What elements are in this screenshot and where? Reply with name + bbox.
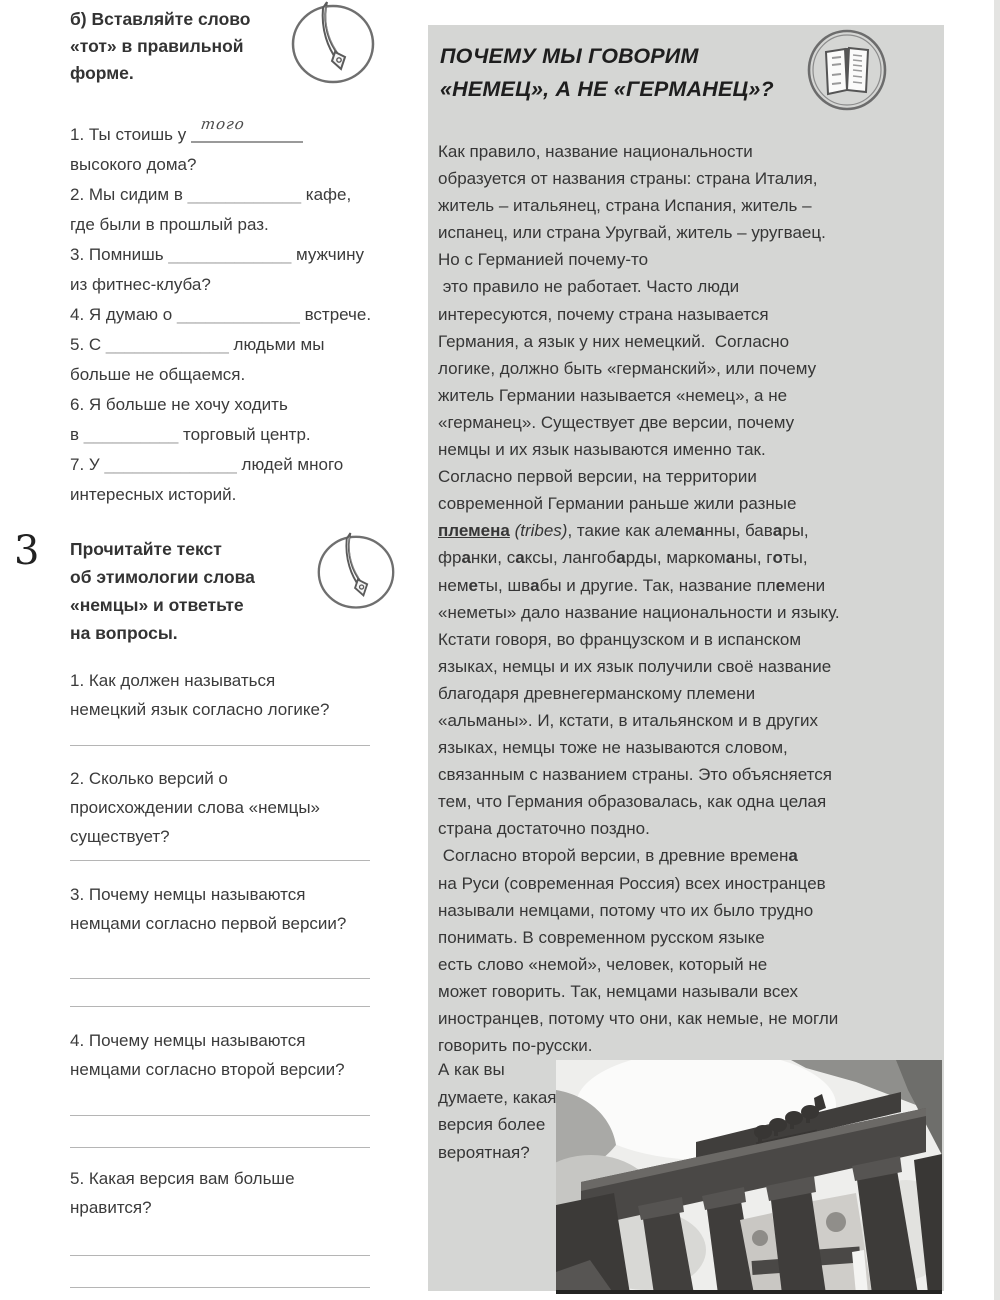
text-line: благодаря древнегерманскому племени xyxy=(438,683,756,703)
exercise-item xyxy=(70,390,420,450)
text-line: нравится? xyxy=(70,1198,152,1217)
text-line: 3. Помнишь _____________ мужчину xyxy=(70,245,365,264)
text-line: 5. С _____________ людьми мы xyxy=(70,335,325,354)
text-line: 2. Мы сидим в ____________ кафе, xyxy=(70,185,352,204)
text-line: немецкий язык согласно логике? xyxy=(70,700,330,719)
text-line: испанец, или страна Уругвай, житель – уругваец. xyxy=(438,223,826,243)
answer-line xyxy=(70,1147,370,1148)
text-line: «германец». Существует две версии, почему xyxy=(438,412,795,432)
text-line: 2. Сколько версий о xyxy=(70,769,228,788)
answer-line xyxy=(70,1006,370,1007)
question-text xyxy=(70,1026,380,1084)
text-line: форме. xyxy=(70,63,134,83)
question-text xyxy=(70,1164,380,1222)
text-line: версия более xyxy=(438,1115,546,1134)
text-line: существует? xyxy=(70,827,170,846)
text-line: страна достаточно поздно. xyxy=(438,819,650,839)
answer-line xyxy=(70,745,370,746)
text-line: б) Вставляйте слово xyxy=(70,9,251,29)
exercise-b-items xyxy=(70,115,420,510)
exercise-item xyxy=(70,300,420,330)
fill-blank: _____________ xyxy=(168,245,292,264)
question-block xyxy=(70,880,380,938)
text-line: об этимологии слова xyxy=(70,567,255,587)
fill-blank: ____________ xyxy=(187,185,302,204)
question-text xyxy=(70,666,380,724)
text-line: 3. Почему немцы называются xyxy=(70,885,306,904)
text-line: 1. Как должен называться xyxy=(70,671,276,690)
text-line: «НЕМЕЦ», А НЕ «ГЕРМАНЕЦ»? xyxy=(440,77,774,101)
text-line: 5. Какая версия вам больше xyxy=(70,1169,295,1188)
question-block xyxy=(70,666,380,724)
brandenburg-gate-photo xyxy=(556,1060,942,1294)
text-line: происхождении слова «немцы» xyxy=(70,798,321,817)
exercise-item xyxy=(70,330,420,390)
text-line: немцами согласно второй версии? xyxy=(70,1060,345,1079)
open-book-icon xyxy=(806,28,888,117)
text-line: высокого дома? xyxy=(70,155,197,174)
answer-line xyxy=(70,1255,370,1256)
text-line: житель Германии называется «немец», а не xyxy=(438,385,788,405)
text-line: 1. Ты стоишь у того xyxy=(70,120,420,150)
fill-blank: __________ xyxy=(83,425,179,444)
exercise-3-task xyxy=(70,535,330,647)
question-block xyxy=(70,1026,380,1084)
question-block xyxy=(70,764,380,851)
text-line: есть слово «немой», человек, который не xyxy=(438,954,768,974)
text-line: «неметы» дало название национальности и языку. xyxy=(438,602,840,622)
text-line: 6. Я больше не хочу ходить xyxy=(70,395,288,414)
exercise-b-header xyxy=(70,6,320,87)
text-line: ПОЧЕМУ МЫ ГОВОРИМ xyxy=(440,44,699,68)
text-line: говорить по-русски. xyxy=(438,1036,593,1056)
text-line: из фитнес-клуба? xyxy=(70,275,211,294)
answer-line xyxy=(70,1287,370,1288)
answer-blank xyxy=(191,115,303,143)
answer-line xyxy=(70,978,370,979)
text-line: интересуются, почему страна называется xyxy=(438,304,769,324)
text-line: 7. У ______________ людей много xyxy=(70,455,344,474)
text-line: тем, что Германия образовалась, как одна целая xyxy=(438,792,827,812)
fill-blank: ______________ xyxy=(104,455,237,474)
text-line: на Руси (современная Россия) всех иностранцев xyxy=(438,873,826,893)
article-aside-question xyxy=(438,1056,558,1166)
pen-icon xyxy=(290,0,376,97)
text-line: «тот» в правильной xyxy=(70,36,244,56)
text-line: называли немцами, потому что их было трудно xyxy=(438,900,814,920)
answer-line xyxy=(70,1115,370,1116)
text-line: это правило не работает. Часто люди xyxy=(438,277,740,297)
text-line: 4. Я думаю о _____________ встрече. xyxy=(70,305,372,324)
text-line: современной Германии раньше жили разные xyxy=(438,494,797,514)
text-line: на вопросы. xyxy=(70,623,178,643)
text-line: связанным с названием страны. Это объясняется xyxy=(438,765,832,785)
text-line: думаете, какая xyxy=(438,1087,557,1107)
text-line: понимать. В современном русском языке xyxy=(438,927,765,947)
exercise-3-number: 3 xyxy=(14,528,40,574)
exercise-item xyxy=(70,450,420,510)
handwritten-answer: того xyxy=(199,115,247,133)
text-line: Германия, а язык у них немецкий. Согласно xyxy=(438,331,790,351)
article-title xyxy=(440,40,820,106)
fill-blank: _____________ xyxy=(176,305,300,324)
text-line: иностранцев, потому что они, как немые, не могли xyxy=(438,1009,839,1028)
text-line: житель – итальянец, страна Испания, житель – xyxy=(438,196,812,216)
text-line: 4. Почему немцы называются xyxy=(70,1031,306,1050)
text-line: «немцы» и ответьте xyxy=(70,595,244,615)
text-line: в __________ торговый центр. xyxy=(70,425,311,444)
text-line: неметы, швабы и другие. Так, название племени xyxy=(438,575,826,595)
text-line: может говорить. Так, немцами называли всех xyxy=(438,981,798,1001)
question-text xyxy=(70,764,380,851)
text-line: А как вы xyxy=(438,1060,505,1079)
fill-blank: _____________ xyxy=(105,335,229,354)
text-line: логике, должно быть «германский», или почему xyxy=(438,358,817,378)
text-line: Как правило, название национальности xyxy=(438,142,753,161)
text-line: Согласно второй версии, в древние времена xyxy=(438,846,798,866)
text-line: больше не общаемся. xyxy=(70,365,246,384)
text-line: языках, немцы и их язык получили своё название xyxy=(438,656,832,676)
text-line: где были в прошлый раз. xyxy=(70,215,269,234)
text-line: Прочитайте текст xyxy=(70,539,222,559)
text-line: племена (tribes), такие как алеманны, бавары, xyxy=(438,521,809,541)
text-line: немцами согласно первой версии? xyxy=(70,914,347,933)
pen-icon xyxy=(316,530,396,623)
page-scan-edge xyxy=(994,0,1000,1300)
question-text xyxy=(70,880,380,938)
exercise-item xyxy=(70,180,420,240)
text-line: немцы и их язык называются именно так. xyxy=(438,440,766,460)
text-line: вероятная? xyxy=(438,1142,530,1162)
text-line: языках, немцы тоже не называются словом, xyxy=(438,738,788,758)
text-line: Но с Германией почему-то xyxy=(438,250,649,270)
text-line: образуется от названия страны: страна Италия, xyxy=(438,169,818,189)
text-line: Кстати говоря, во французском и в испанском xyxy=(438,629,802,649)
question-block xyxy=(70,1164,380,1222)
exercise-item xyxy=(70,240,420,300)
exercise-item xyxy=(70,115,420,180)
article-body xyxy=(438,138,938,1059)
answer-line xyxy=(70,860,370,861)
text-line: Согласно первой версии, на территории xyxy=(438,467,757,487)
text-line: франки, саксы, лангобарды, маркоманы, готы, xyxy=(438,548,808,568)
text-line: интересных историй. xyxy=(70,485,237,504)
text-line: «альманы». И, кстати, в итальянском и в других xyxy=(438,710,819,730)
